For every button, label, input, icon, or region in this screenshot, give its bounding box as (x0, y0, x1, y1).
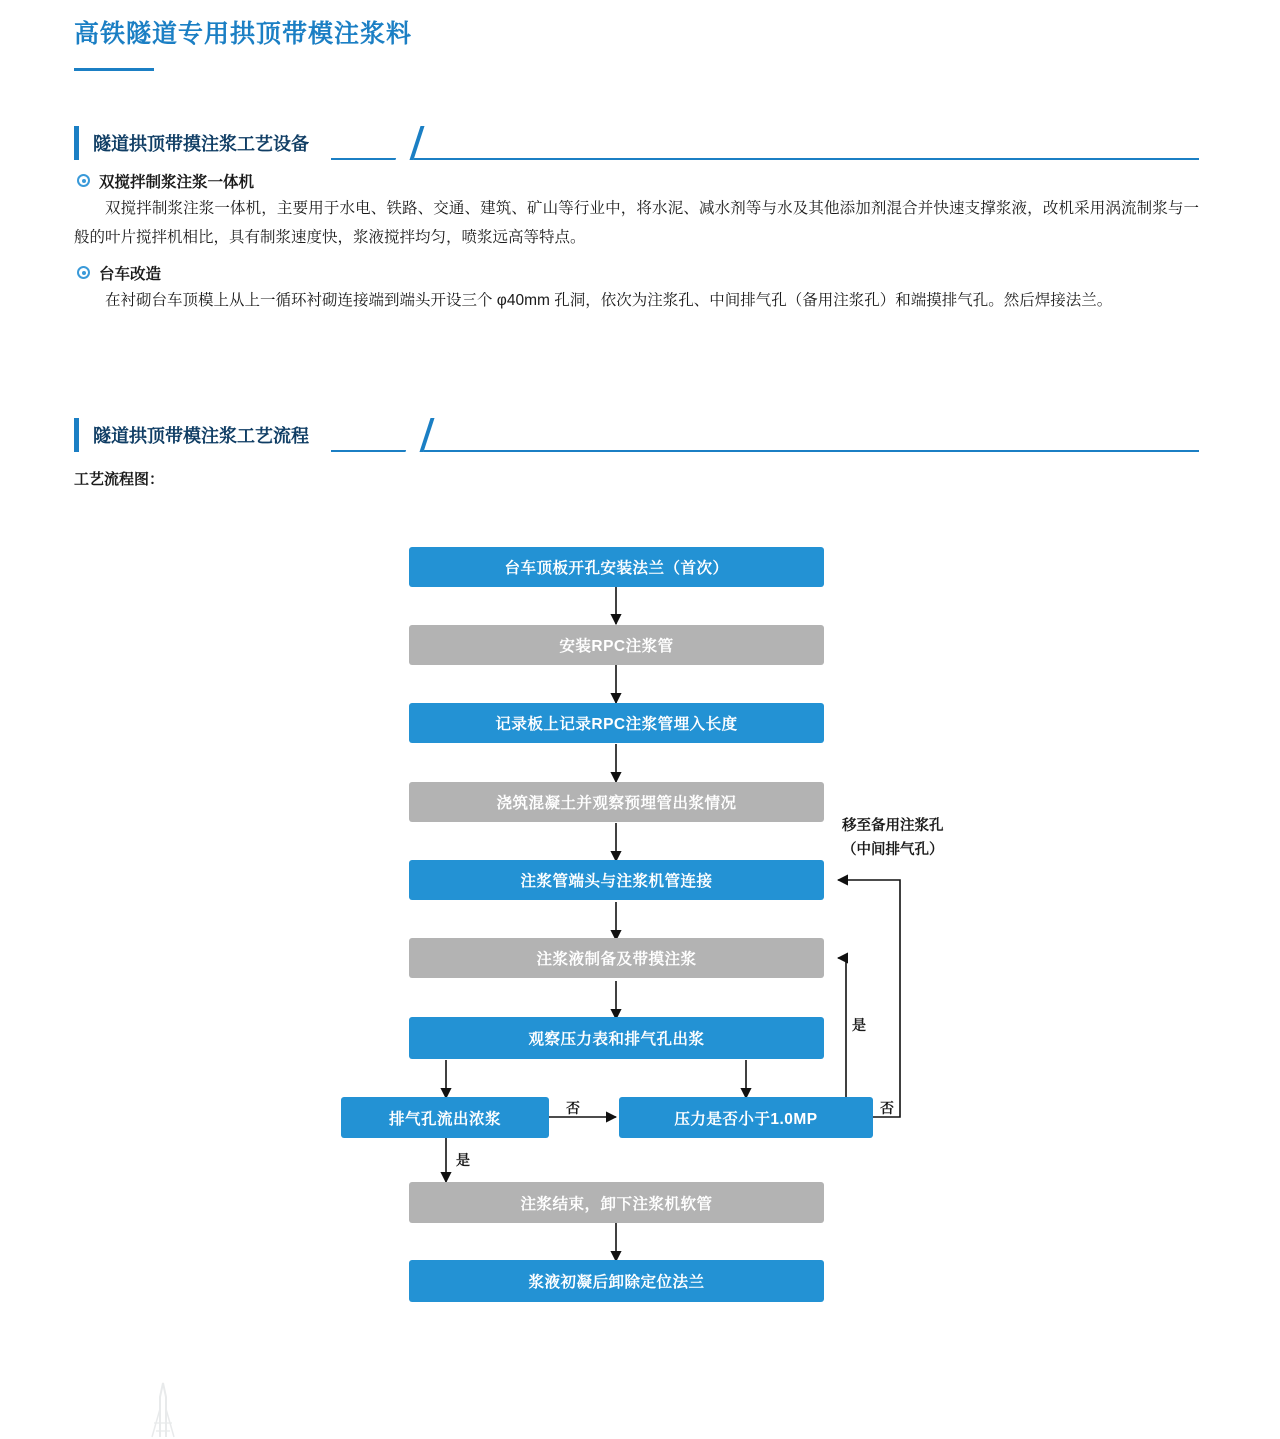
bullet-item-2 (74, 262, 1199, 284)
page-title: 高铁隧道专用拱顶带模注浆料 (74, 20, 413, 48)
section-tag-wedge (405, 418, 434, 452)
title-underline (74, 68, 154, 71)
flow-note-backup-hole-line2: （中间排气孔） (842, 842, 944, 858)
bullet-item-1-text: 双搅拌制浆注浆一体机，主要用于水电、铁路、交通、建筑、矿山等行业中，将水泥、减水剂等与水及其他添加剂混合并快速支撑浆液，改机采用涡流制浆与一般的叶片搅拌机相比，具有制浆速度快，浆液搅拌均匀，喷浆远高等特点。 (74, 200, 1199, 246)
process-flowchart (0, 510, 1280, 1340)
section-tag-wedge (395, 126, 424, 160)
flow-node-2[interactable]: 安装RPC注浆管 (409, 625, 824, 665)
section-equipment-title: 隧道拱顶带摸注浆工艺设备 (93, 134, 309, 154)
flow-note-backup-hole-line1: 移至备用注浆孔 (842, 818, 944, 834)
section-process-title: 隧道拱顶带模注浆工艺流程 (93, 426, 309, 446)
edge-label-no-2: 否 (880, 1100, 894, 1116)
flow-node-4[interactable]: 浇筑混凝土并观察预埋管出浆情况 (409, 782, 824, 822)
watermark-tower-icon (130, 1379, 200, 1439)
bullet-item-2-title: 台车改造 (99, 266, 162, 283)
flow-node-11[interactable]: 浆液初凝后卸除定位法兰 (409, 1260, 824, 1302)
flowchart-caption: 工艺流程图： (74, 471, 165, 488)
section-equipment-tag (74, 126, 331, 160)
flow-node-3[interactable]: 记录板上记录RPC注浆管埋入长度 (409, 703, 824, 743)
flow-node-1[interactable]: 台车顶板开孔安装法兰（首次） (409, 547, 824, 587)
edge-label-yes-2: 是 (852, 1017, 866, 1033)
section-equipment-header (74, 126, 1199, 160)
circle-bullet-icon (77, 266, 90, 279)
flow-node-10[interactable]: 注浆结束，卸下注浆机软管 (409, 1182, 824, 1223)
section-process-tag (74, 418, 331, 452)
bullet-item-2-text: 在衬砌台车顶模上从上一循环衬砌连接端到端头开设三个 φ40mm 孔洞，依次为注浆孔、中间排气孔（备用注浆孔）和端摸排气孔。然后焊接法兰。 (105, 292, 1113, 309)
flow-node-8[interactable]: 排气孔流出浓浆 (341, 1097, 549, 1138)
flow-node-7[interactable]: 观察压力表和排气孔出浆 (409, 1017, 824, 1059)
bullet-item-1 (74, 170, 1199, 192)
bullet-item-1-title: 双搅拌制浆注浆一体机 (99, 174, 255, 191)
circle-bullet-icon (77, 174, 90, 187)
section-process-header (74, 418, 1199, 452)
section-process (74, 418, 1199, 489)
flow-node-6[interactable]: 注浆液制备及带摸注浆 (409, 938, 824, 978)
flow-node-5[interactable]: 注浆管端头与注浆机管连接 (409, 860, 824, 900)
flow-node-9[interactable]: 压力是否小于1.0MP (619, 1097, 873, 1138)
edge-label-no-1: 否 (566, 1100, 580, 1116)
edge-label-yes-1: 是 (456, 1152, 470, 1168)
section-equipment (74, 126, 1199, 315)
